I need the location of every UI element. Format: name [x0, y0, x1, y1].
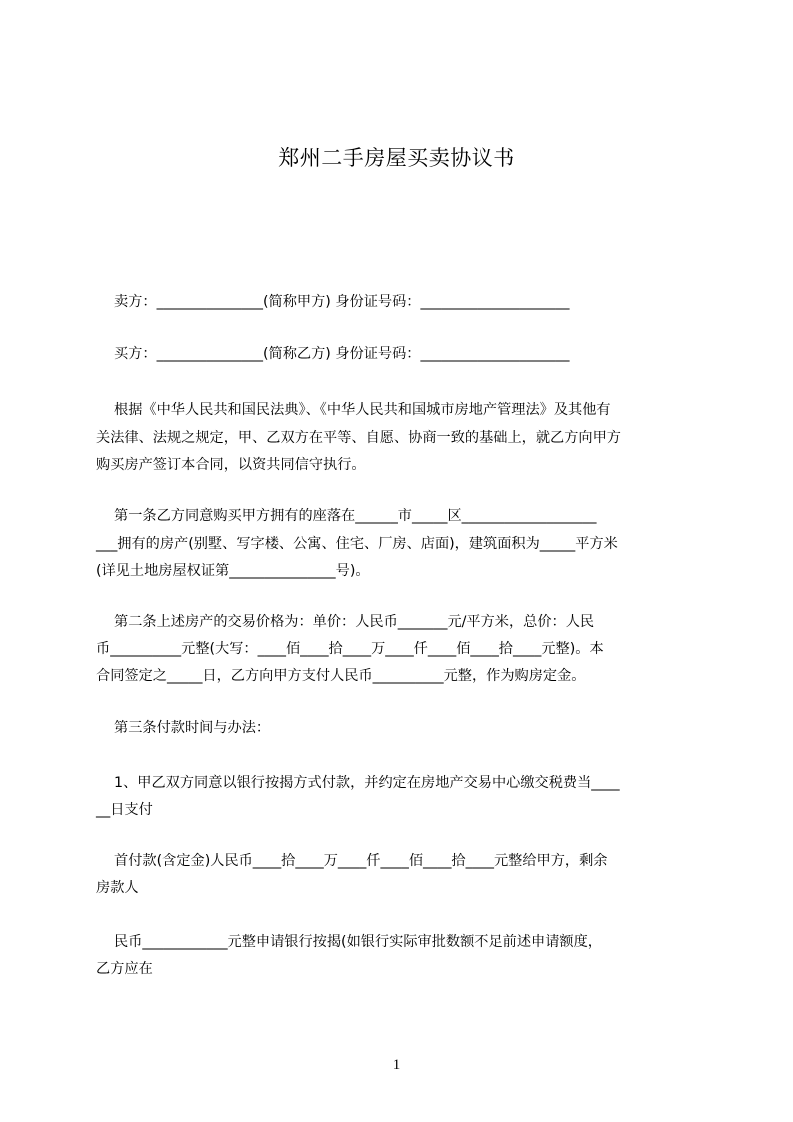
payment-item1-line-1: 1、甲乙双方同意以银行按揭方式付款，并约定在房地产交易中心缴交税费当____: [96, 775, 620, 791]
preamble-line-3: 购买房产签订本合同，以资共同信守执行。: [96, 457, 366, 473]
seller-line: 卖方：_______________(简称甲方) 身份证号码：_____________________: [96, 294, 570, 310]
down-payment-line-2: 房款人: [96, 880, 139, 896]
preamble-line-2: 关法律、法规之规定，甲、乙双方在平等、自愿、协商一致的基础上，就乙方向甲方: [96, 430, 621, 446]
article3-heading: 第三条付款时间与办法：: [96, 720, 271, 736]
article1-line-2: ___拥有的房产(别墅、写字楼、公寓、住宅、厂房、店面)，建筑面积为_____平方米: [96, 536, 618, 552]
article2-line-3: 合同签定之_____日，乙方向甲方支付人民币__________元整，作为购房定金。: [96, 668, 586, 684]
article2-line-1: 第二条上述房产的交易价格为：单价：人民币_______元/平方米，总价：人民: [96, 614, 595, 630]
buyer-line: 买方：_______________(简称乙方) 身份证号码：_____________________: [96, 346, 570, 362]
mortgage-line-2: 乙方应在: [96, 961, 153, 977]
preamble-line-1: 根据《中华人民共和国民法典》、《中华人民共和国城市房地产管理法》及其他有: [96, 402, 611, 418]
article1-line-3: (详见土地房屋权证第_______________号)。: [96, 563, 370, 579]
document-title: 郑州二手房屋买卖协议书: [278, 146, 515, 170]
payment-item1-line-2: __日支付: [96, 802, 153, 818]
page-number: 1: [392, 1057, 401, 1073]
mortgage-line-1: 民币____________元整申请银行按揭(如银行实际审批数额不足前述申请额度，: [96, 934, 602, 950]
article2-line-2: 币__________元整(大写：____佰____拾____万____仟____佰____拾____元整)。本: [96, 641, 604, 657]
article1-line-1: 第一条乙方同意购买甲方拥有的座落在______市_____区___________________: [96, 508, 597, 524]
down-payment-line-1: 首付款(含定金)人民币____拾____万____仟____佰____拾____元整给甲方，剩余: [96, 853, 608, 869]
